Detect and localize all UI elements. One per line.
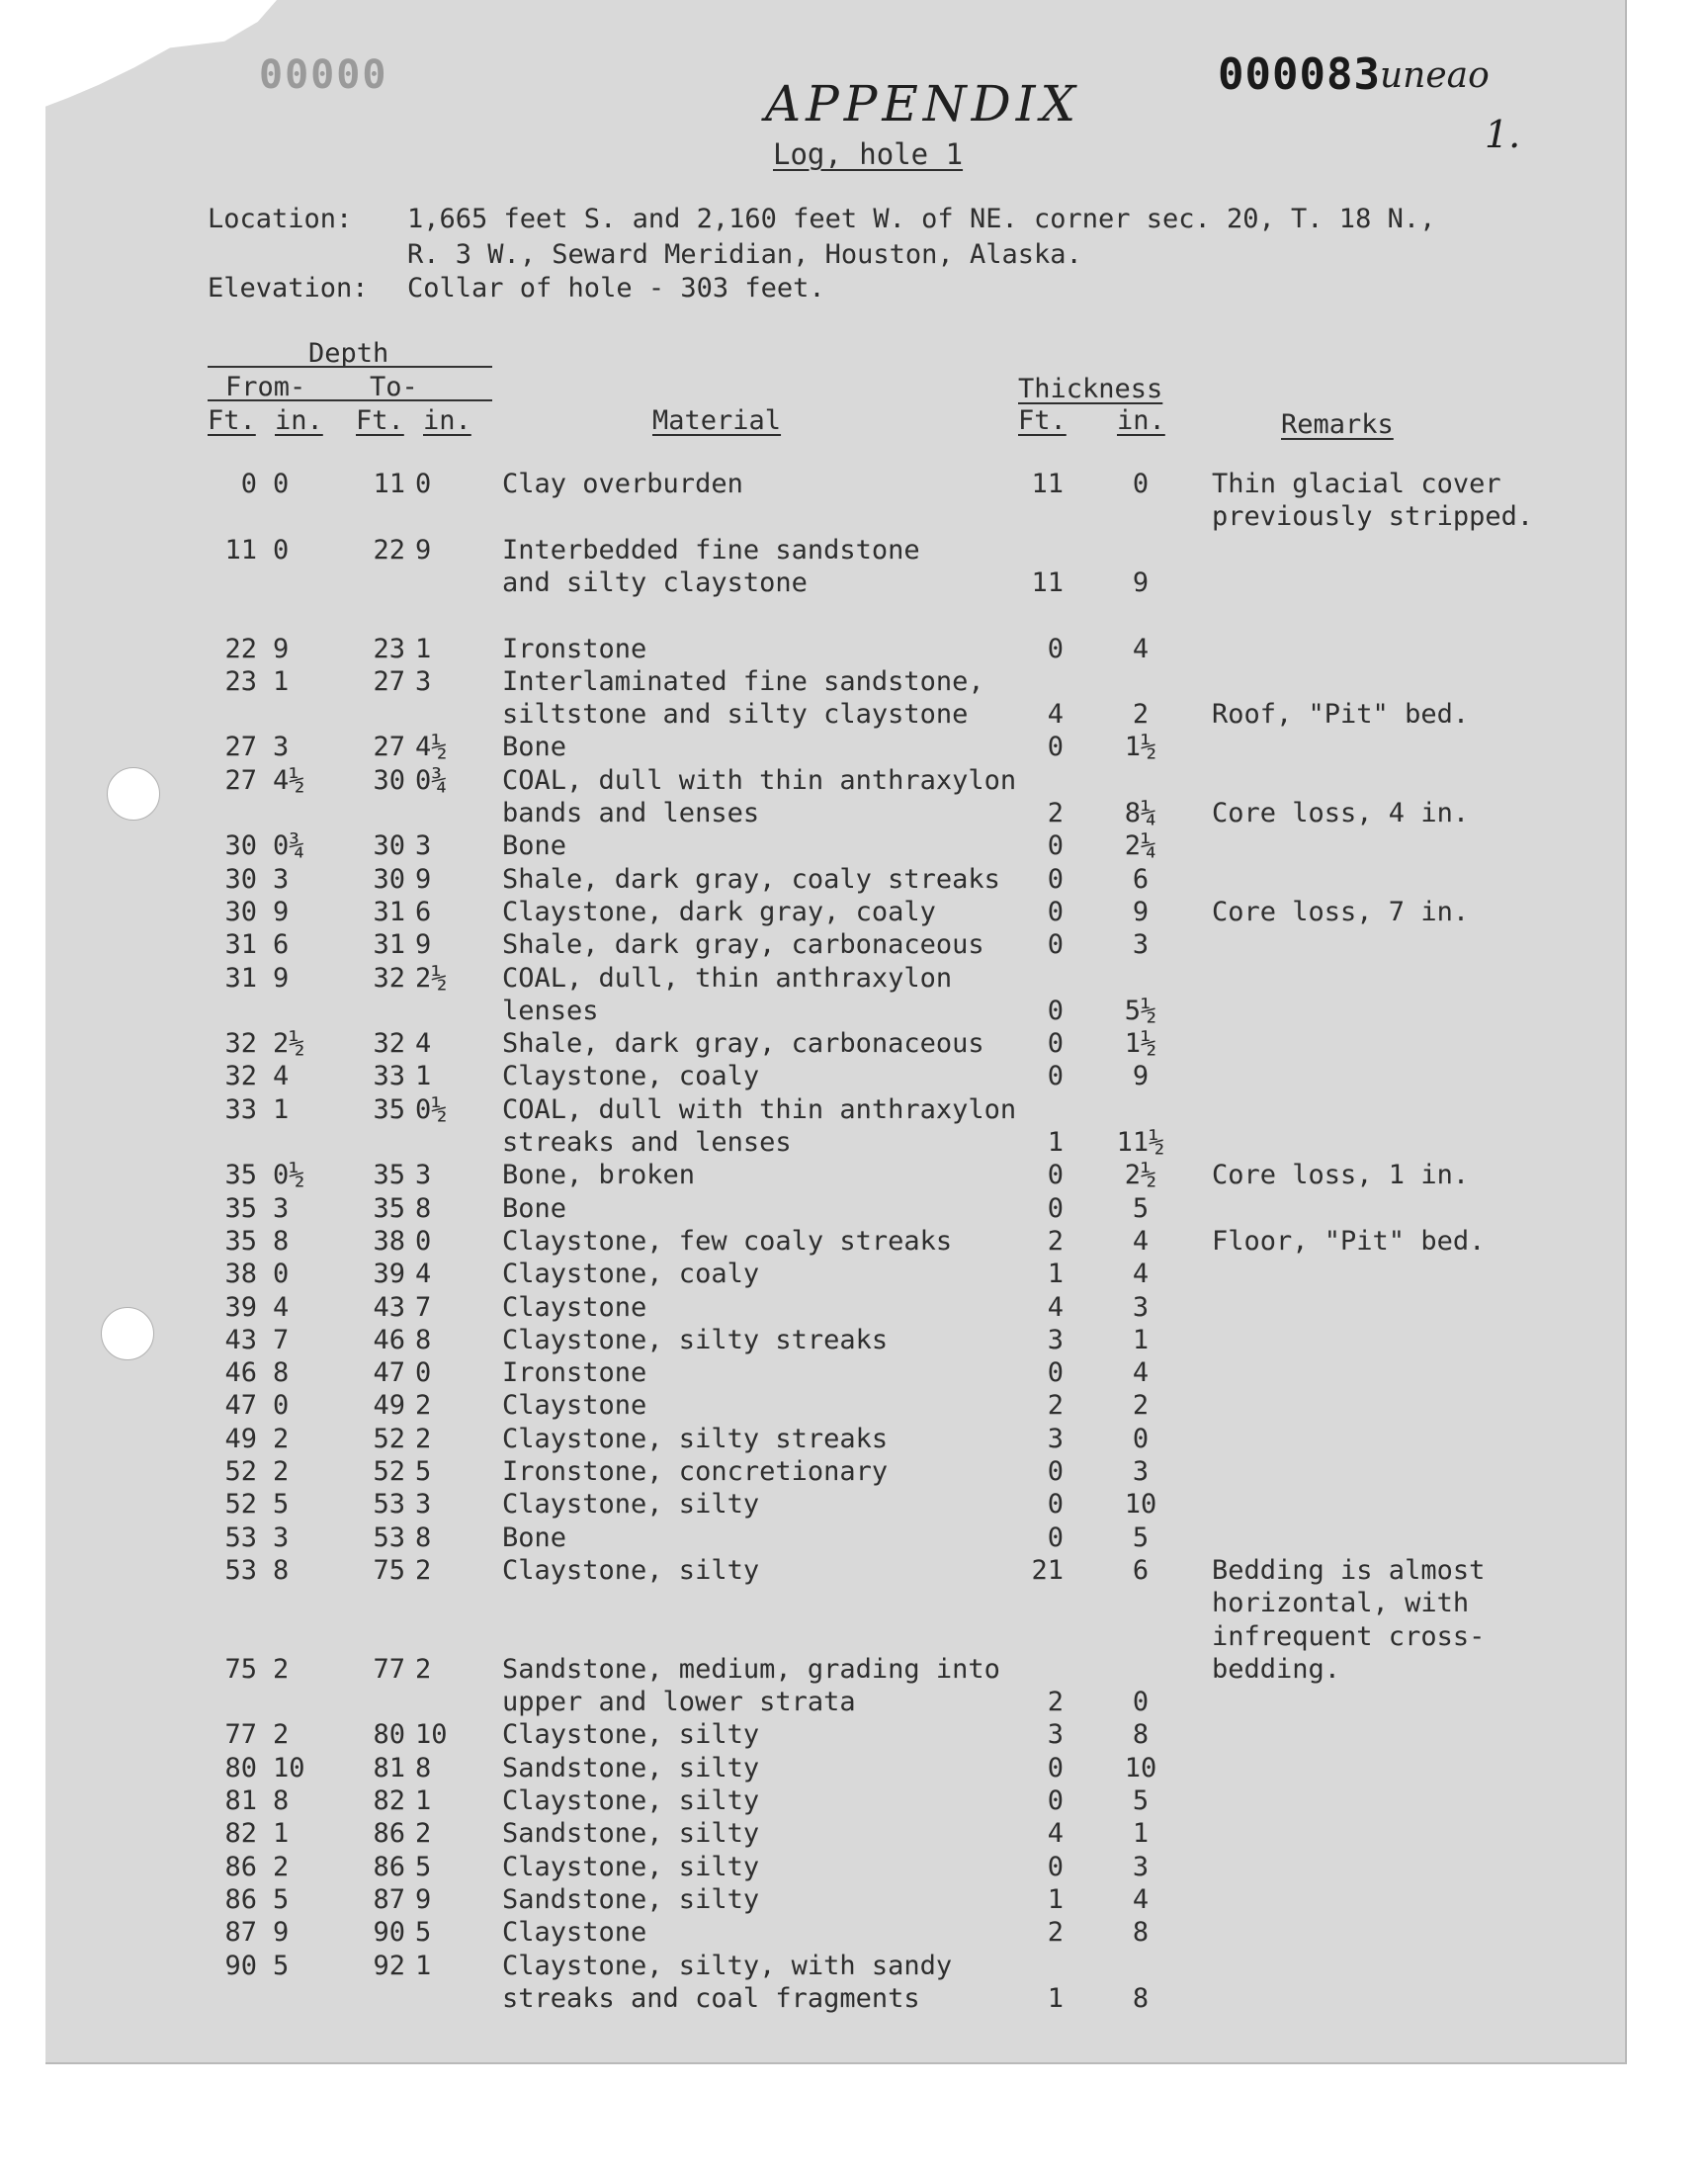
from-ft-cell: 32 <box>224 1028 257 1060</box>
from-in-cell: 8 <box>273 1225 290 1257</box>
from-in-cell: 0 <box>273 534 290 566</box>
thickness-ft-cell: 0 <box>1047 1192 1064 1224</box>
from-in-cell: 5 <box>273 1883 290 1915</box>
thickness-ft-cell: 1 <box>1047 1883 1064 1915</box>
material-cell: Bone <box>502 1192 567 1224</box>
to-ft-cell: 80 <box>373 1719 405 1751</box>
material-cell: COAL, dull with thin anthraxylon <box>502 764 1017 796</box>
from-in-cell: 4 <box>273 1291 290 1323</box>
material-cell: upper and lower strata <box>502 1687 856 1718</box>
to-in-cell: 10 <box>415 1719 448 1751</box>
material-cell: Claystone, silty streaks <box>502 1324 889 1355</box>
to-ft-cell: 38 <box>373 1225 405 1257</box>
material-cell: Claystone, silty <box>502 1489 760 1521</box>
to-ft-cell: 86 <box>373 1818 405 1850</box>
remarks-cell: Core loss, 1 in. <box>1212 1160 1470 1191</box>
from-in-cell: 4½ <box>273 764 305 796</box>
to-ft-cell: 33 <box>373 1061 405 1092</box>
thickness-ft-cell: 3 <box>1047 1324 1064 1355</box>
material-cell: Sandstone, silty <box>502 1818 760 1850</box>
thickness-ft-cell: 0 <box>1047 1028 1064 1060</box>
to-ft-cell: 35 <box>373 1192 405 1224</box>
thickness-ft-cell: 0 <box>1047 1357 1064 1389</box>
to-in-cell: 8 <box>415 1324 432 1355</box>
document-number: 000083 <box>1218 49 1381 100</box>
material-cell: streaks and lenses <box>502 1127 792 1158</box>
material-cell: Claystone, silty, with sandy <box>502 1950 953 1981</box>
to-in-cell: 0¾ <box>415 764 448 796</box>
to-ft-cell: 39 <box>373 1259 405 1290</box>
handwritten-title: APPENDIX <box>765 75 1081 132</box>
to-in-cell: 6 <box>415 896 432 927</box>
from-ft-cell: 82 <box>224 1818 257 1850</box>
thickness-in-cell: 1½ <box>1124 1028 1157 1060</box>
to-in-cell: 9 <box>415 534 432 566</box>
material-header: Material <box>652 405 782 436</box>
from-ft-cell: 53 <box>224 1554 257 1586</box>
thickness-in-cell: 3 <box>1132 1851 1150 1882</box>
remarks-cell: previously stripped. <box>1212 501 1534 533</box>
from-ft-cell: 81 <box>224 1785 257 1816</box>
thickness-in-cell: 0 <box>1132 469 1150 499</box>
thickness-in-cell: 10 <box>1124 1489 1157 1521</box>
remarks-cell: Core loss, 4 in. <box>1212 798 1470 828</box>
material-cell: Bone, broken <box>502 1160 696 1191</box>
thickness-ft-cell: 2 <box>1047 798 1064 828</box>
to-ft-cell: 90 <box>373 1917 405 1949</box>
from-header: From- <box>225 372 306 402</box>
thickness-in-cell: 9 <box>1132 1061 1150 1092</box>
thickness-ft-cell: 0 <box>1047 1522 1064 1553</box>
material-cell: Ironstone <box>502 1357 647 1389</box>
to-ft-cell: 81 <box>373 1752 405 1784</box>
thickness-in-cell: 1 <box>1132 1818 1150 1850</box>
thickness-in-cell: 4 <box>1132 1357 1150 1389</box>
material-cell: Claystone, silty <box>502 1785 760 1816</box>
to-ft-cell: 27 <box>373 732 405 763</box>
thickness-in-cell: 0 <box>1132 1687 1150 1718</box>
from-to-rule <box>208 399 492 401</box>
to-ft-cell: 82 <box>373 1785 405 1816</box>
to-ft-cell: 31 <box>373 929 405 961</box>
from-in-cell: 9 <box>273 633 290 664</box>
to-in-cell: 2 <box>415 1554 432 1586</box>
from-ft-cell: 90 <box>224 1950 257 1981</box>
thickness-in-cell: 11½ <box>1116 1127 1165 1158</box>
location-line-1: 1,665 feet S. and 2,160 feet W. of NE. corner sec. 20, T. 18 N., <box>407 204 1436 234</box>
material-cell: siltstone and silty claystone <box>502 699 969 731</box>
to-in-cell: 0 <box>415 469 432 499</box>
to-ft-cell: 22 <box>373 534 405 566</box>
to-in-cell: 8 <box>415 1522 432 1553</box>
material-cell: Claystone, silty <box>502 1851 760 1882</box>
to-ft-cell: 53 <box>373 1522 405 1553</box>
to-in-cell: 2 <box>415 1653 432 1685</box>
to-ft-cell: 77 <box>373 1653 405 1685</box>
thickness-in-cell: 2½ <box>1124 1160 1157 1191</box>
from-ft-cell: 77 <box>224 1719 257 1751</box>
to-in-cell: 4 <box>415 1028 432 1060</box>
from-in-cell: 2 <box>273 1423 290 1454</box>
thickness-ft-cell: 11 <box>1031 469 1064 499</box>
to-in-cell: 8 <box>415 1192 432 1224</box>
material-cell: and silty claystone <box>502 566 808 598</box>
to-ft-cell: 46 <box>373 1324 405 1355</box>
to-in-cell: 9 <box>415 1883 432 1915</box>
material-cell: Bone <box>502 732 567 763</box>
thickness-ft-cell: 0 <box>1047 1851 1064 1882</box>
to-in-cell: 3 <box>415 830 432 862</box>
from-in-cell: 2 <box>273 1851 290 1882</box>
material-cell: Shale, dark gray, coaly streaks <box>502 863 1000 895</box>
material-cell: Claystone, coaly <box>502 1061 760 1092</box>
from-ft-cell: 47 <box>224 1390 257 1422</box>
from-in-cell: 9 <box>273 962 290 994</box>
from-in-cell: 0 <box>273 1259 290 1290</box>
material-cell: Ironstone <box>502 633 647 664</box>
thickness-in-cell: 4 <box>1132 1883 1150 1915</box>
from-in-cell: 9 <box>273 896 290 927</box>
material-cell: Bone <box>502 1522 567 1553</box>
from-in-cell: 6 <box>273 929 290 961</box>
thickness-in-cell: 6 <box>1132 1554 1150 1586</box>
from-in-cell: 4 <box>273 1061 290 1092</box>
to-ft-cell: 53 <box>373 1489 405 1521</box>
to-in-cell: 5 <box>415 1851 432 1882</box>
thickness-ft-cell: 0 <box>1047 929 1064 961</box>
from-ft-cell: 22 <box>224 633 257 664</box>
to-ft-cell: 35 <box>373 1160 405 1191</box>
material-cell: Shale, dark gray, carbonaceous <box>502 1028 984 1060</box>
thickness-ft-cell: 2 <box>1047 1917 1064 1949</box>
from-ft-cell: 87 <box>224 1917 257 1949</box>
thickness-in-cell: 3 <box>1132 1291 1150 1323</box>
to-ft-cell: 30 <box>373 764 405 796</box>
material-cell: Claystone, dark gray, coaly <box>502 896 936 927</box>
thickness-in-cell: 1 <box>1132 1324 1150 1355</box>
material-cell: Claystone, silty streaks <box>502 1423 889 1454</box>
from-ft-cell: 32 <box>224 1061 257 1092</box>
thickness-ft-cell: 0 <box>1047 830 1064 862</box>
to-in-cell: 2½ <box>415 962 448 994</box>
to-in-cell: 8 <box>415 1752 432 1784</box>
faint-stamp: 00000 <box>259 52 388 98</box>
elevation-value: Collar of hole - 303 feet. <box>407 273 825 304</box>
thickness-ft-cell: 0 <box>1047 896 1064 927</box>
handwritten-tag: uneao <box>1380 55 1490 96</box>
from-in-cell: 0 <box>273 1390 290 1422</box>
from-in-cell: 3 <box>273 1192 290 1224</box>
from-in-cell: 5 <box>273 1489 290 1521</box>
to-in-cell: 9 <box>415 929 432 961</box>
to-ft-header: Ft. <box>356 405 404 436</box>
material-cell: Claystone, silty <box>502 1554 760 1586</box>
to-ft-cell: 31 <box>373 896 405 927</box>
remarks-cell: Floor, "Pit" bed. <box>1212 1225 1486 1257</box>
thickness-ft-cell: 0 <box>1047 863 1064 895</box>
from-in-cell: 2 <box>273 1653 290 1685</box>
to-ft-cell: 87 <box>373 1883 405 1915</box>
remarks-header: Remarks <box>1281 409 1394 440</box>
from-in-cell: 3 <box>273 1522 290 1553</box>
material-cell: Sandstone, medium, grading into <box>502 1653 1000 1685</box>
thickness-ft-cell: 0 <box>1047 1752 1064 1784</box>
to-in-cell: 5 <box>415 1456 432 1487</box>
thickness-ft-cell: 2 <box>1047 1390 1064 1422</box>
depth-header: Depth <box>308 338 389 369</box>
from-ft-cell: 46 <box>224 1357 257 1389</box>
from-ft-cell: 31 <box>224 929 257 961</box>
thickness-ft-cell: 3 <box>1047 1719 1064 1751</box>
to-ft-cell: 52 <box>373 1423 405 1454</box>
thickness-in-cell: 6 <box>1132 863 1150 895</box>
material-cell: Interlaminated fine sandstone, <box>502 665 984 697</box>
from-in-cell: 1 <box>273 1093 290 1125</box>
material-cell: Sandstone, silty <box>502 1752 760 1784</box>
thickness-in-cell: 9 <box>1132 566 1150 598</box>
thickness-in-cell: 8 <box>1132 1917 1150 1949</box>
material-cell: bands and lenses <box>502 798 760 828</box>
location-label: Location: <box>208 204 353 234</box>
material-cell: Claystone <box>502 1390 647 1422</box>
thickness-in-cell: 9 <box>1132 896 1150 927</box>
from-in-cell: 0¾ <box>273 830 305 862</box>
thickness-in-cell: 0 <box>1132 1423 1150 1454</box>
remarks-cell: horizontal, with <box>1212 1588 1470 1619</box>
from-in-cell: 5 <box>273 1950 290 1981</box>
from-in-cell: 7 <box>273 1324 290 1355</box>
material-cell: COAL, dull with thin anthraxylon <box>502 1093 1017 1125</box>
to-ft-cell: 47 <box>373 1357 405 1389</box>
thickness-ft-cell: 0 <box>1047 633 1064 664</box>
material-cell: Claystone, coaly <box>502 1259 760 1290</box>
remarks-cell: infrequent cross- <box>1212 1620 1486 1652</box>
thickness-in-cell: 2 <box>1132 1390 1150 1422</box>
material-cell: lenses <box>502 995 599 1026</box>
material-cell: Claystone <box>502 1291 647 1323</box>
to-in-cell: 3 <box>415 1489 432 1521</box>
page-mark: 1. <box>1485 113 1521 156</box>
thickness-ft-header: Ft. <box>1018 405 1067 436</box>
location-line-2: R. 3 W., Seward Meridian, Houston, Alaska. <box>407 239 1082 270</box>
thickness-in-cell: 8¼ <box>1124 798 1157 828</box>
from-in-cell: 8 <box>273 1357 290 1389</box>
to-in-cell: 5 <box>415 1917 432 1949</box>
to-ft-cell: 30 <box>373 830 405 862</box>
material-cell: streaks and coal fragments <box>502 1982 920 2014</box>
to-ft-cell: 30 <box>373 863 405 895</box>
punch-hole <box>101 1307 154 1360</box>
thickness-ft-cell: 1 <box>1047 1127 1064 1158</box>
remarks-cell: Thin glacial cover <box>1212 469 1501 499</box>
material-cell: COAL, dull, thin anthraxylon <box>502 962 953 994</box>
to-in-cell: 1 <box>415 1950 432 1981</box>
remarks-cell: bedding. <box>1212 1653 1341 1685</box>
to-ft-cell: 11 <box>373 469 405 499</box>
thickness-ft-cell: 0 <box>1047 1785 1064 1816</box>
from-ft-cell: 52 <box>224 1456 257 1487</box>
thickness-ft-cell: 1 <box>1047 1259 1064 1290</box>
from-in-cell: 0½ <box>273 1160 305 1191</box>
from-ft-cell: 53 <box>224 1522 257 1553</box>
page-title: Log, hole 1 <box>773 137 964 171</box>
from-in-cell: 1 <box>273 665 290 697</box>
thickness-in-cell: 4 <box>1132 1259 1150 1290</box>
to-in-cell: 0 <box>415 1225 432 1257</box>
from-ft-cell: 86 <box>224 1851 257 1882</box>
material-cell: Clay overburden <box>502 469 743 499</box>
to-ft-cell: 92 <box>373 1950 405 1981</box>
material-cell: Claystone, few coaly streaks <box>502 1225 953 1257</box>
material-cell: Sandstone, silty <box>502 1883 760 1915</box>
thickness-in-cell: 10 <box>1124 1752 1157 1784</box>
to-ft-cell: 52 <box>373 1456 405 1487</box>
from-in-header: in. <box>275 405 323 436</box>
thickness-in-cell: 4 <box>1132 633 1150 664</box>
to-in-cell: 1 <box>415 1061 432 1092</box>
thickness-ft-cell: 1 <box>1047 1982 1064 2014</box>
from-ft-cell: 43 <box>224 1324 257 1355</box>
thickness-ft-cell: 0 <box>1047 732 1064 763</box>
from-ft-cell: 52 <box>224 1489 257 1521</box>
from-ft-cell: 11 <box>224 534 257 566</box>
from-in-cell: 10 <box>273 1752 305 1784</box>
thickness-ft-cell: 4 <box>1047 1291 1064 1323</box>
from-ft-cell: 35 <box>224 1225 257 1257</box>
thickness-in-cell: 3 <box>1132 929 1150 961</box>
from-in-cell: 1 <box>273 1818 290 1850</box>
from-in-cell: 8 <box>273 1554 290 1586</box>
from-ft-cell: 30 <box>224 896 257 927</box>
from-ft-header: Ft. <box>208 405 256 436</box>
remarks-cell: Core loss, 7 in. <box>1212 896 1470 927</box>
thickness-in-cell: 5 <box>1132 1192 1150 1224</box>
from-in-cell: 0 <box>273 469 290 499</box>
from-ft-cell: 38 <box>224 1259 257 1290</box>
thickness-ft-cell: 2 <box>1047 1225 1064 1257</box>
to-in-cell: 0 <box>415 1357 432 1389</box>
to-header: To- <box>370 372 418 402</box>
from-ft-cell: 27 <box>224 732 257 763</box>
to-in-cell: 4½ <box>415 732 448 763</box>
thickness-in-cell: 3 <box>1132 1456 1150 1487</box>
from-ft-cell: 35 <box>224 1192 257 1224</box>
from-ft-cell: 49 <box>224 1423 257 1454</box>
from-in-cell: 2 <box>273 1719 290 1751</box>
to-ft-cell: 23 <box>373 633 405 664</box>
from-in-cell: 9 <box>273 1917 290 1949</box>
from-ft-cell: 80 <box>224 1752 257 1784</box>
from-ft-cell: 30 <box>224 863 257 895</box>
thickness-ft-cell: 2 <box>1047 1687 1064 1718</box>
from-in-cell: 3 <box>273 732 290 763</box>
to-in-cell: 1 <box>415 1785 432 1816</box>
thickness-ft-cell: 0 <box>1047 1489 1064 1521</box>
thickness-in-cell: 4 <box>1132 1225 1150 1257</box>
to-ft-cell: 49 <box>373 1390 405 1422</box>
thickness-ft-cell: 0 <box>1047 1456 1064 1487</box>
material-cell: Claystone <box>502 1917 647 1949</box>
thickness-in-cell: 2 <box>1132 699 1150 731</box>
thickness-in-cell: 8 <box>1132 1982 1150 2014</box>
from-in-cell: 2 <box>273 1456 290 1487</box>
thickness-ft-cell: 4 <box>1047 699 1064 731</box>
from-ft-cell: 86 <box>224 1883 257 1915</box>
to-ft-cell: 75 <box>373 1554 405 1586</box>
thickness-ft-cell: 0 <box>1047 1160 1064 1191</box>
to-ft-cell: 86 <box>373 1851 405 1882</box>
from-ft-cell: 39 <box>224 1291 257 1323</box>
to-in-header: in. <box>423 405 471 436</box>
to-in-cell: 3 <box>415 665 432 697</box>
remarks-cell: Roof, "Pit" bed. <box>1212 699 1470 731</box>
to-in-cell: 9 <box>415 863 432 895</box>
to-in-cell: 2 <box>415 1423 432 1454</box>
thickness-ft-cell: 4 <box>1047 1818 1064 1850</box>
material-cell: Interbedded fine sandstone <box>502 534 920 566</box>
to-ft-cell: 27 <box>373 665 405 697</box>
from-ft-cell: 0 <box>240 469 257 499</box>
from-in-cell: 2½ <box>273 1028 305 1060</box>
thickness-ft-cell: 21 <box>1031 1554 1064 1586</box>
thickness-in-cell: 5 <box>1132 1785 1150 1816</box>
from-ft-cell: 33 <box>224 1093 257 1125</box>
from-ft-cell: 31 <box>224 962 257 994</box>
to-in-cell: 2 <box>415 1390 432 1422</box>
thickness-ft-cell: 11 <box>1031 566 1064 598</box>
from-ft-cell: 30 <box>224 830 257 862</box>
thickness-in-cell: 1½ <box>1124 732 1157 763</box>
to-in-cell: 0½ <box>415 1093 448 1125</box>
thickness-in-cell: 5½ <box>1124 995 1157 1026</box>
from-ft-cell: 75 <box>224 1653 257 1685</box>
material-cell: Claystone, silty <box>502 1719 760 1751</box>
thickness-in-cell: 8 <box>1132 1719 1150 1751</box>
to-in-cell: 1 <box>415 633 432 664</box>
depth-rule <box>208 366 492 368</box>
material-cell: Bone <box>502 830 567 862</box>
from-in-cell: 3 <box>273 863 290 895</box>
remarks-cell: Bedding is almost <box>1212 1554 1486 1586</box>
to-ft-cell: 32 <box>373 1028 405 1060</box>
thickness-in-header: in. <box>1117 405 1165 436</box>
to-ft-cell: 35 <box>373 1093 405 1125</box>
to-ft-cell: 32 <box>373 962 405 994</box>
thickness-in-cell: 2¼ <box>1124 830 1157 862</box>
to-in-cell: 7 <box>415 1291 432 1323</box>
thickness-ft-cell: 3 <box>1047 1423 1064 1454</box>
to-in-cell: 2 <box>415 1818 432 1850</box>
thickness-ft-cell: 0 <box>1047 995 1064 1026</box>
to-ft-cell: 43 <box>373 1291 405 1323</box>
from-ft-cell: 27 <box>224 764 257 796</box>
material-cell: Shale, dark gray, carbonaceous <box>502 929 984 961</box>
from-ft-cell: 35 <box>224 1160 257 1191</box>
elevation-label: Elevation: <box>208 273 369 304</box>
thickness-header: Thickness <box>1018 374 1163 404</box>
to-in-cell: 4 <box>415 1259 432 1290</box>
thickness-ft-cell: 0 <box>1047 1061 1064 1092</box>
material-cell: Ironstone, concretionary <box>502 1456 889 1487</box>
to-in-cell: 3 <box>415 1160 432 1191</box>
from-ft-cell: 23 <box>224 665 257 697</box>
punch-hole <box>107 767 160 821</box>
from-in-cell: 8 <box>273 1785 290 1816</box>
thickness-in-cell: 5 <box>1132 1522 1150 1553</box>
